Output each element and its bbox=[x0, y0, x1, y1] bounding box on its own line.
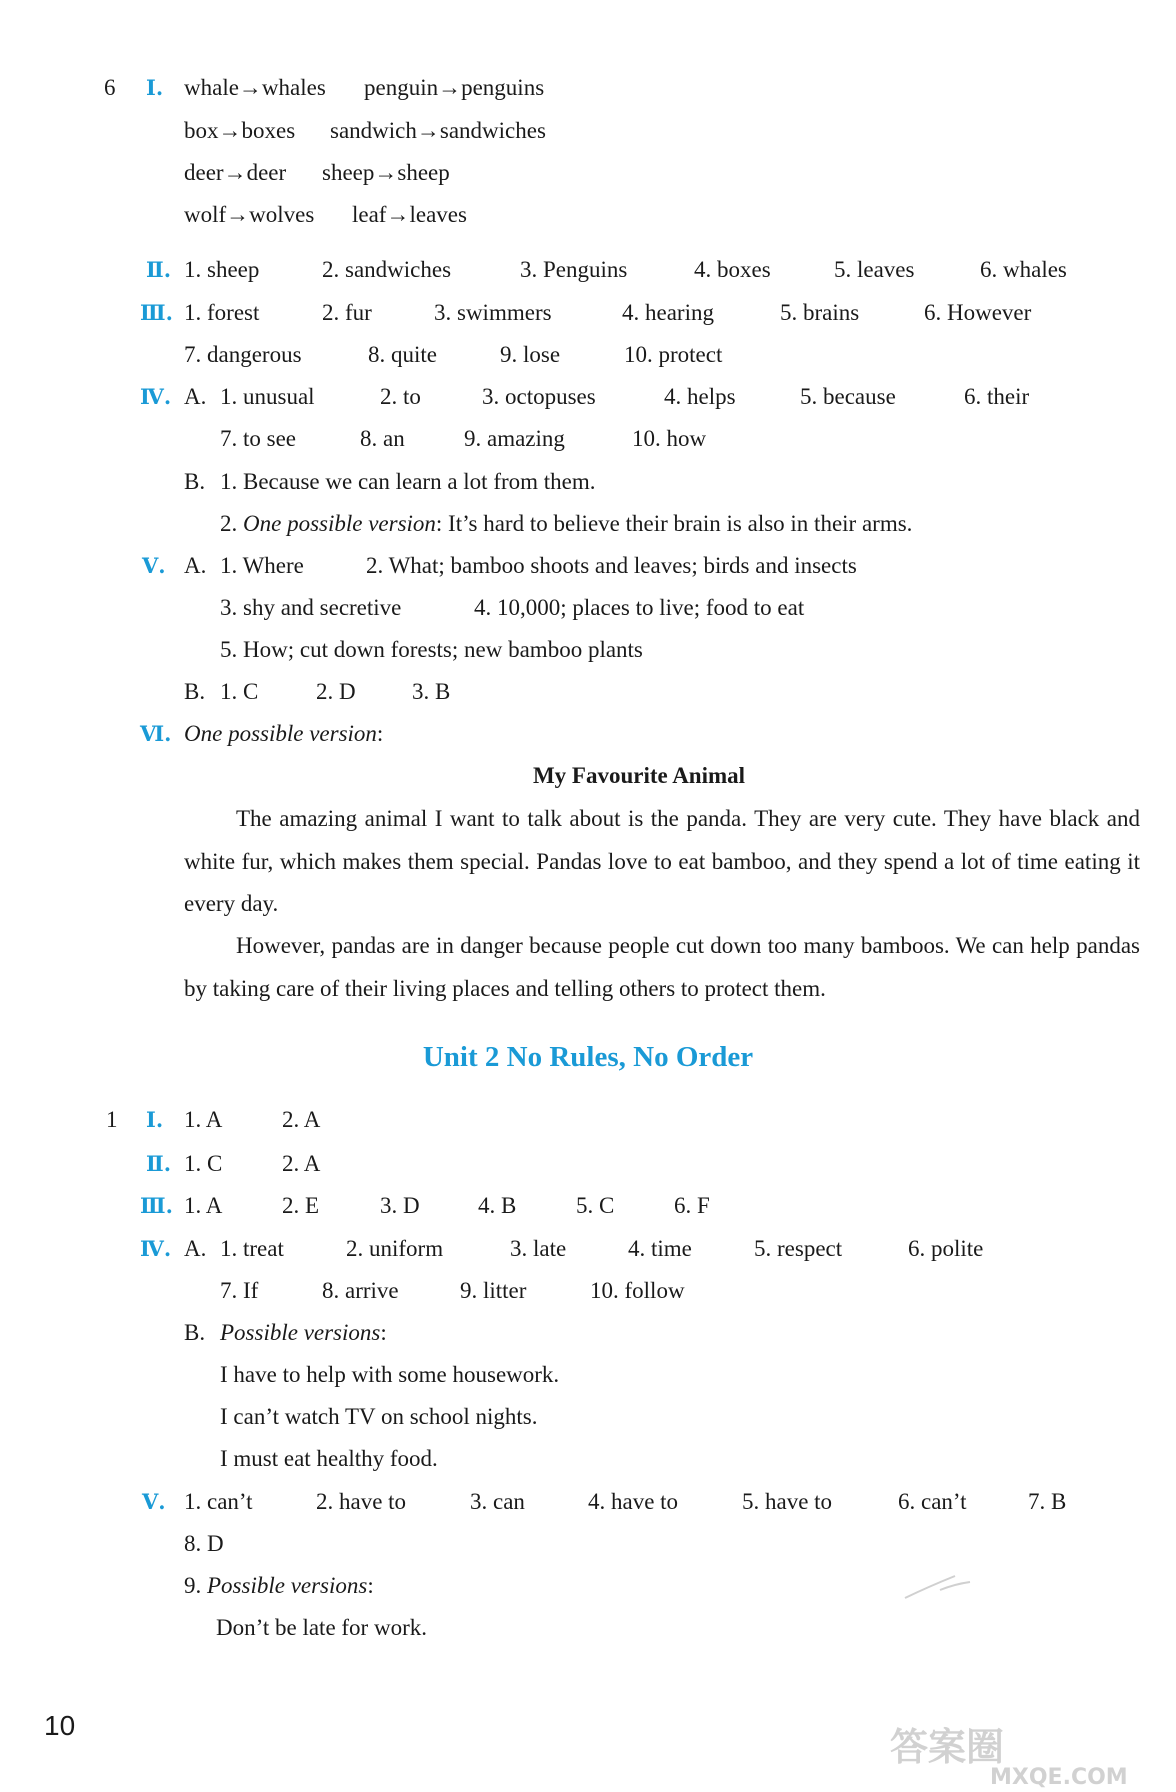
answer-row bbox=[184, 1192, 710, 1220]
answer-item: 3. B bbox=[412, 679, 451, 704]
version-label: Possible versions bbox=[220, 1320, 381, 1345]
section-numeral: Ⅲ. bbox=[140, 300, 173, 325]
answer-sentence: Don’t be late for work. bbox=[216, 1615, 427, 1640]
answer-item: 1. sheep bbox=[184, 257, 260, 282]
section-numeral: Ⅱ. bbox=[146, 1151, 172, 1176]
answer-item: 1. A bbox=[184, 1107, 223, 1132]
answer-item: box→boxes bbox=[184, 118, 296, 143]
essay-title: My Favourite Animal bbox=[532, 763, 746, 788]
page-number: 10 bbox=[44, 1710, 76, 1741]
version-label-line bbox=[220, 1319, 387, 1347]
answer-item: 7. to see bbox=[220, 426, 297, 451]
part-label: B. bbox=[184, 469, 206, 494]
answer-item: 4. B bbox=[478, 1193, 517, 1218]
answer-item: 4. time bbox=[628, 1236, 692, 1261]
answer-item: 6. their bbox=[964, 384, 1030, 409]
section-numeral: Ⅱ. bbox=[146, 257, 172, 282]
item-number: 9. bbox=[184, 1573, 202, 1598]
answer-item: 5. leaves bbox=[834, 257, 915, 282]
answer-item: 8. quite bbox=[368, 342, 437, 367]
answer-row bbox=[220, 1235, 983, 1263]
version-label-suffix: : bbox=[367, 1573, 374, 1598]
answer-item: 1. unusual bbox=[220, 384, 315, 409]
answer-item: sandwich→sandwiches bbox=[330, 118, 546, 143]
version-label: Possible versions bbox=[207, 1573, 368, 1598]
answer-item: penguin→penguins bbox=[364, 75, 545, 100]
answer-item: 6. F bbox=[674, 1193, 710, 1218]
item-number: 2. bbox=[220, 511, 238, 536]
section-numeral: Ⅲ. bbox=[140, 1193, 173, 1218]
answer-row bbox=[220, 594, 804, 622]
answer-item: 1. forest bbox=[184, 300, 260, 325]
answer-item: 2. sandwiches bbox=[322, 257, 452, 282]
answer-item: 3. swimmers bbox=[434, 300, 552, 325]
version-label: One possible version bbox=[243, 511, 436, 536]
answer-item: 1. C bbox=[220, 679, 259, 704]
answer-item: 2. uniform bbox=[346, 1236, 444, 1261]
answer-sentence bbox=[220, 510, 912, 538]
watermark-url: MXQE.COM bbox=[990, 1765, 1128, 1788]
answer-item: 8. an bbox=[360, 426, 405, 451]
answer-item: 5. How; cut down forests; new bamboo plants bbox=[220, 637, 643, 662]
answer-item: 10. protect bbox=[624, 342, 723, 367]
answer-item: leaf→leaves bbox=[352, 202, 467, 227]
answer-item: 2. E bbox=[282, 1193, 320, 1218]
answer-item: 4. 10,000; places to live; food to eat bbox=[474, 595, 805, 620]
answer-item: 7. dangerous bbox=[184, 342, 302, 367]
answer-item: 5. respect bbox=[754, 1236, 843, 1261]
answer-item: 7. B bbox=[1028, 1489, 1067, 1514]
answer-item: 9. litter bbox=[460, 1278, 527, 1303]
part-label: B. bbox=[184, 679, 206, 704]
answer-item: sheep→sheep bbox=[322, 160, 450, 185]
version-label-line bbox=[184, 1572, 374, 1600]
answer-item: 1. C bbox=[184, 1151, 223, 1176]
answer-item: 5. brains bbox=[780, 300, 860, 325]
answer-item: 1. treat bbox=[220, 1236, 284, 1261]
answer-item: 5. have to bbox=[742, 1489, 833, 1514]
answer-row bbox=[184, 1488, 1066, 1516]
answer-row bbox=[184, 256, 1067, 284]
answer-item: 1. Where bbox=[220, 553, 304, 578]
lesson-number: 6 bbox=[104, 75, 116, 100]
answer-item: 5. because bbox=[800, 384, 896, 409]
answer-item: 2. to bbox=[380, 384, 421, 409]
answer-item: 1. A bbox=[184, 1193, 223, 1218]
lesson-number: 1 bbox=[106, 1107, 118, 1132]
answer-item: whale→whales bbox=[184, 75, 326, 100]
answer-row bbox=[220, 678, 450, 706]
answer-row bbox=[184, 74, 544, 102]
answer-item: 9. amazing bbox=[464, 426, 565, 451]
version-label-suffix: : bbox=[380, 1320, 387, 1345]
answer-item: 2. D bbox=[316, 679, 356, 704]
answer-row bbox=[184, 117, 546, 145]
answer-row bbox=[184, 299, 1031, 327]
answer-row bbox=[220, 552, 857, 580]
watermark-text: 答案圈 bbox=[890, 1725, 1005, 1769]
answer-row bbox=[220, 425, 706, 453]
answer-item: 3. octopuses bbox=[482, 384, 596, 409]
version-label-line bbox=[184, 720, 383, 748]
answer-item: 4. hearing bbox=[622, 300, 714, 325]
part-label: A. bbox=[184, 553, 207, 578]
answer-row bbox=[184, 1106, 320, 1134]
answer-item: 3. can bbox=[470, 1489, 525, 1514]
answer-sentence: I must eat healthy food. bbox=[220, 1446, 438, 1471]
part-label: B. bbox=[184, 1320, 206, 1345]
part-label: A. bbox=[184, 1236, 207, 1261]
version-label: One possible version bbox=[184, 721, 377, 746]
answer-item: deer→deer bbox=[184, 160, 287, 185]
answer-item: 3. D bbox=[380, 1193, 420, 1218]
part-label: A. bbox=[184, 384, 207, 409]
unit-title: Unit 2 No Rules, No Order bbox=[422, 1041, 754, 1073]
answer-row bbox=[184, 201, 467, 229]
section-numeral: Ⅴ. bbox=[142, 553, 166, 578]
answer-item: 7. If bbox=[220, 1278, 259, 1303]
answer-text: : It’s hard to believe their brain is also in their arms. bbox=[435, 511, 913, 536]
answer-row bbox=[184, 1150, 320, 1178]
answer-item: 6. polite bbox=[908, 1236, 984, 1261]
section-numeral: Ⅳ. bbox=[140, 384, 172, 409]
section-numeral: Ⅵ. bbox=[140, 721, 172, 746]
answer-item: 4. boxes bbox=[694, 257, 771, 282]
essay-paragraph: However, pandas are in danger because people cut down too many bamboos. We can help pandas by taking care of their living places and telling others to protect them. bbox=[184, 933, 1140, 1001]
answer-item: 2. fur bbox=[322, 300, 372, 325]
answer-item: 8. arrive bbox=[322, 1278, 399, 1303]
version-label-suffix: : bbox=[376, 721, 384, 746]
watermark-logo bbox=[880, 1720, 1170, 1788]
answer-item: 1. can’t bbox=[184, 1489, 253, 1514]
pencil-mark bbox=[900, 1568, 980, 1608]
answer-item: wolf→wolves bbox=[184, 202, 315, 227]
answer-item: 4. helps bbox=[664, 384, 736, 409]
answer-item: 6. can’t bbox=[898, 1489, 967, 1514]
section-numeral: Ⅴ. bbox=[142, 1489, 166, 1514]
answer-sentence: I have to help with some housework. bbox=[220, 1362, 560, 1387]
answer-sentence: I can’t watch TV on school nights. bbox=[220, 1404, 538, 1429]
answer-row bbox=[220, 1277, 685, 1305]
answer-row bbox=[184, 341, 722, 369]
answer-item: 2. What; bamboo shoots and leaves; birds and insects bbox=[366, 553, 857, 578]
answer-item: 6. whales bbox=[980, 257, 1067, 282]
answer-row bbox=[220, 383, 1029, 411]
answer-item: 10. follow bbox=[590, 1278, 685, 1303]
answer-item: 4. have to bbox=[588, 1489, 679, 1514]
answer-item: 2. A bbox=[282, 1151, 321, 1176]
answer-item: 3. shy and secretive bbox=[220, 595, 402, 620]
essay-paragraph: The amazing animal I want to talk about is the panda. They are very cute. They have black and white fur, which makes them special. Pandas love to eat bamboo, and they spend a lot of time eating it every day. bbox=[184, 806, 1140, 916]
answer-item: 2. have to bbox=[316, 1489, 407, 1514]
answer-item: 3. Penguins bbox=[520, 257, 628, 282]
section-numeral: Ⅳ. bbox=[140, 1236, 172, 1261]
answer-item: 9. lose bbox=[500, 342, 561, 367]
answer-item: 2. A bbox=[282, 1107, 321, 1132]
answer-row bbox=[184, 159, 450, 187]
answer-item: 3. late bbox=[510, 1236, 567, 1261]
answer-item: 6. However bbox=[924, 300, 1032, 325]
answer-item: 10. how bbox=[632, 426, 707, 451]
answer-item: 5. C bbox=[576, 1193, 615, 1218]
answer-item: 8. D bbox=[184, 1531, 224, 1556]
answer-sentence: 1. Because we can learn a lot from them. bbox=[220, 469, 596, 494]
section-numeral: Ⅰ. bbox=[146, 75, 164, 100]
section-numeral: Ⅰ. bbox=[146, 1107, 164, 1132]
